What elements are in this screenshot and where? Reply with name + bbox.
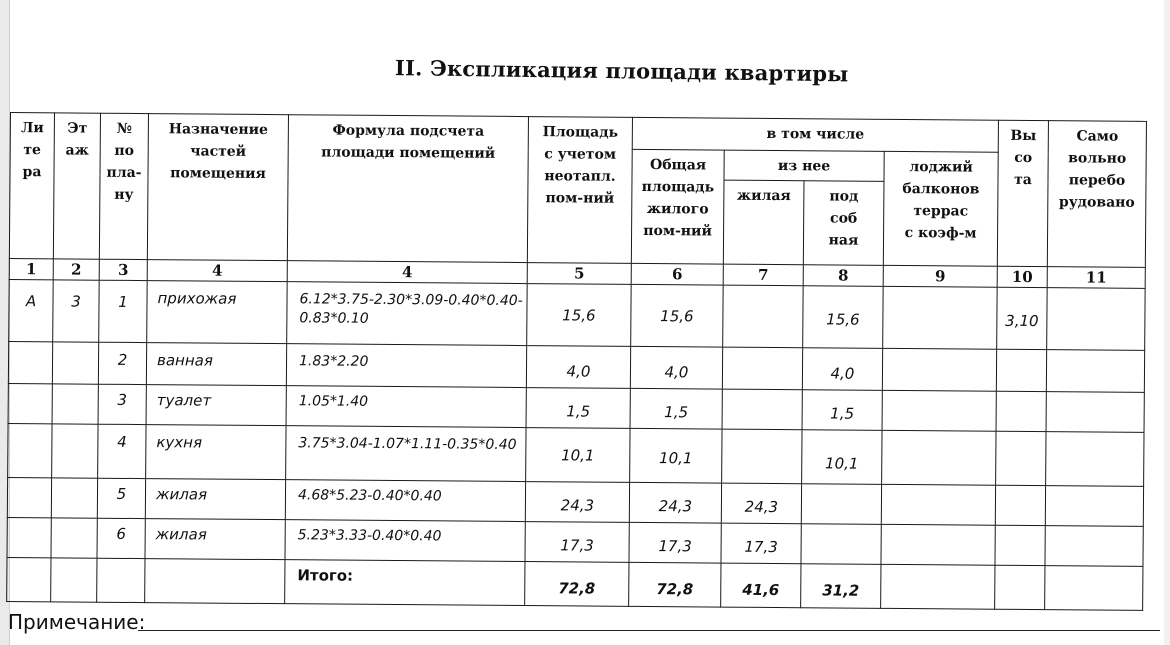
- note-underline: [138, 630, 1160, 631]
- cell-empty: [51, 558, 97, 602]
- cell-zhilaya: [723, 285, 803, 348]
- explication-table: [6, 112, 1147, 611]
- column-number: 8: [803, 265, 883, 287]
- cell-samovolno: [1047, 288, 1145, 351]
- column-number: 10: [997, 266, 1047, 287]
- cell-empty: [7, 557, 51, 601]
- cell-vysota: [996, 391, 1046, 431]
- cell-naznachenie: ванная: [146, 343, 286, 386]
- cell-nomer: 3: [98, 384, 146, 424]
- header-samovolno: Само вольно перебо рудовано: [1047, 121, 1146, 268]
- cell-empty: [995, 565, 1045, 609]
- cell-samovolno: [1046, 392, 1144, 433]
- cell-ploshchad: 24,3: [525, 482, 629, 523]
- header-obshchaya: Общая площадь жилого пом-ний: [631, 149, 724, 264]
- header-lodzhiy: лоджий балконов террас с коэф-м: [883, 151, 998, 266]
- cell-naznachenie: кухня: [146, 425, 286, 480]
- header-etazh: Эт аж: [53, 113, 100, 259]
- cell-ploshchad: 17,3: [525, 522, 629, 563]
- column-number: 11: [1047, 267, 1145, 289]
- explication-sheet: [6, 112, 1147, 611]
- total-podsobnaya: 31,2: [801, 564, 881, 609]
- cell-ploshchad: 4,0: [526, 346, 630, 389]
- cell-naznachenie: туалет: [146, 385, 286, 426]
- cell-formula: 5.23*3.33-0.40*0.40: [285, 520, 525, 562]
- cell-obshchaya: 1,5: [630, 388, 722, 429]
- cell-zhilaya: [722, 347, 802, 390]
- cell-nomer: 4: [98, 424, 146, 478]
- cell-naznachenie: жилая: [145, 479, 285, 520]
- cell-vysota: 3,10: [997, 287, 1047, 349]
- cell-litera: [8, 383, 52, 423]
- cell-obshchaya: 15,6: [631, 284, 723, 347]
- header-nomer: № по пла- ну: [99, 113, 148, 259]
- cell-etazh: [52, 384, 98, 424]
- scan-right-edge: [1164, 0, 1170, 645]
- cell-formula: 3.75*3.04-1.07*1.11-0.35*0.40: [286, 426, 526, 482]
- column-number: 1: [9, 258, 53, 279]
- cell-podsobnaya: [801, 484, 881, 525]
- table-row: [8, 423, 1144, 486]
- cell-litera: [7, 477, 51, 517]
- cell-lodzhiy: [882, 390, 996, 431]
- column-number: 2: [53, 259, 99, 280]
- cell-nomer: 2: [98, 342, 146, 384]
- note-label: Примечание:: [8, 610, 146, 634]
- header-podsobnaya: под соб ная: [803, 181, 884, 266]
- header-iz-nee: из нее: [724, 150, 884, 181]
- cell-podsobnaya: 10,1: [802, 430, 882, 485]
- cell-naznachenie: жилая: [145, 519, 285, 560]
- cell-zhilaya: 17,3: [721, 523, 801, 564]
- column-number: 6: [631, 263, 723, 285]
- cell-naznachenie: прихожая: [147, 281, 287, 344]
- cell-empty: [1045, 566, 1143, 611]
- column-number: 9: [883, 265, 997, 287]
- cell-podsobnaya: 1,5: [802, 390, 882, 431]
- column-number: 4: [287, 261, 527, 284]
- cell-litera: [7, 517, 51, 557]
- cell-nomer: 5: [97, 478, 145, 518]
- total-label: Итого:: [285, 560, 525, 606]
- document-title: II. Экспликация площади квартиры: [394, 55, 849, 87]
- column-number: 3: [99, 259, 147, 280]
- cell-empty: [97, 558, 145, 602]
- cell-ploshchad: 15,6: [527, 284, 631, 347]
- cell-formula: 1.83*2.20: [286, 344, 526, 388]
- cell-samovolno: [1046, 432, 1144, 487]
- cell-ploshchad: 10,1: [526, 428, 630, 483]
- cell-formula: 1.05*1.40: [286, 386, 526, 428]
- cell-litera: [8, 423, 52, 477]
- cell-nomer: 1: [99, 280, 147, 342]
- cell-podsobnaya: 15,6: [803, 286, 883, 349]
- header-formula: Формула подсчета площади помещений: [287, 115, 528, 263]
- cell-vysota: [995, 525, 1045, 565]
- cell-obshchaya: 4,0: [630, 346, 722, 389]
- cell-litera: А: [9, 279, 53, 341]
- cell-zhilaya: 24,3: [721, 483, 801, 524]
- cell-etazh: [52, 342, 98, 384]
- cell-obshchaya: 10,1: [630, 428, 722, 483]
- cell-lodzhiy: [882, 348, 996, 391]
- cell-zhilaya: [722, 429, 802, 484]
- cell-samovolno: [1045, 486, 1143, 527]
- cell-lodzhiy: [881, 484, 995, 525]
- cell-empty: [145, 559, 285, 604]
- cell-lodzhiy: [883, 286, 998, 349]
- cell-obshchaya: 24,3: [629, 482, 721, 523]
- cell-podsobnaya: 4,0: [802, 348, 882, 391]
- cell-lodzhiy: [882, 430, 996, 485]
- header-litera: Ли те ра: [9, 113, 54, 259]
- cell-ploshchad: 1,5: [526, 388, 630, 429]
- cell-samovolno: [1046, 350, 1144, 393]
- column-number: 5: [527, 263, 631, 285]
- cell-vysota: [995, 485, 1045, 525]
- table-row: [9, 279, 1145, 350]
- cell-obshchaya: 17,3: [629, 522, 721, 563]
- header-naznachenie: Назначение частей помещения: [147, 114, 288, 261]
- cell-empty: [881, 564, 995, 609]
- column-number: 7: [723, 264, 803, 286]
- header-zhilaya: жилая: [723, 180, 804, 265]
- cell-vysota: [996, 349, 1046, 391]
- cell-podsobnaya: [801, 524, 881, 565]
- total-obshchaya: 72,8: [629, 562, 721, 607]
- cell-etazh: [51, 478, 97, 518]
- cell-samovolno: [1045, 526, 1143, 567]
- cell-etazh: [52, 424, 98, 478]
- header-vysota: Вы со та: [997, 120, 1048, 266]
- cell-nomer: 6: [97, 518, 145, 558]
- total-zhilaya: 41,6: [721, 563, 801, 608]
- cell-etazh: 3: [53, 280, 99, 342]
- header-v-tom-chisle: в том числе: [632, 117, 998, 152]
- cell-formula: 6.12*3.75-2.30*3.09-0.40*0.40-0.83*0.10: [287, 282, 527, 346]
- header-ploshchad: Площадь с учетом неотапл. пом-ний: [527, 117, 632, 264]
- cell-zhilaya: [722, 389, 802, 430]
- cell-lodzhiy: [881, 524, 995, 565]
- cell-etazh: [51, 518, 97, 558]
- cell-vysota: [996, 431, 1046, 485]
- total-ploshchad: 72,8: [525, 562, 629, 607]
- total-row: [7, 557, 1143, 610]
- column-number: 4: [147, 260, 287, 282]
- cell-litera: [8, 341, 52, 383]
- cell-formula: 4.68*5.23-0.40*0.40: [285, 480, 525, 522]
